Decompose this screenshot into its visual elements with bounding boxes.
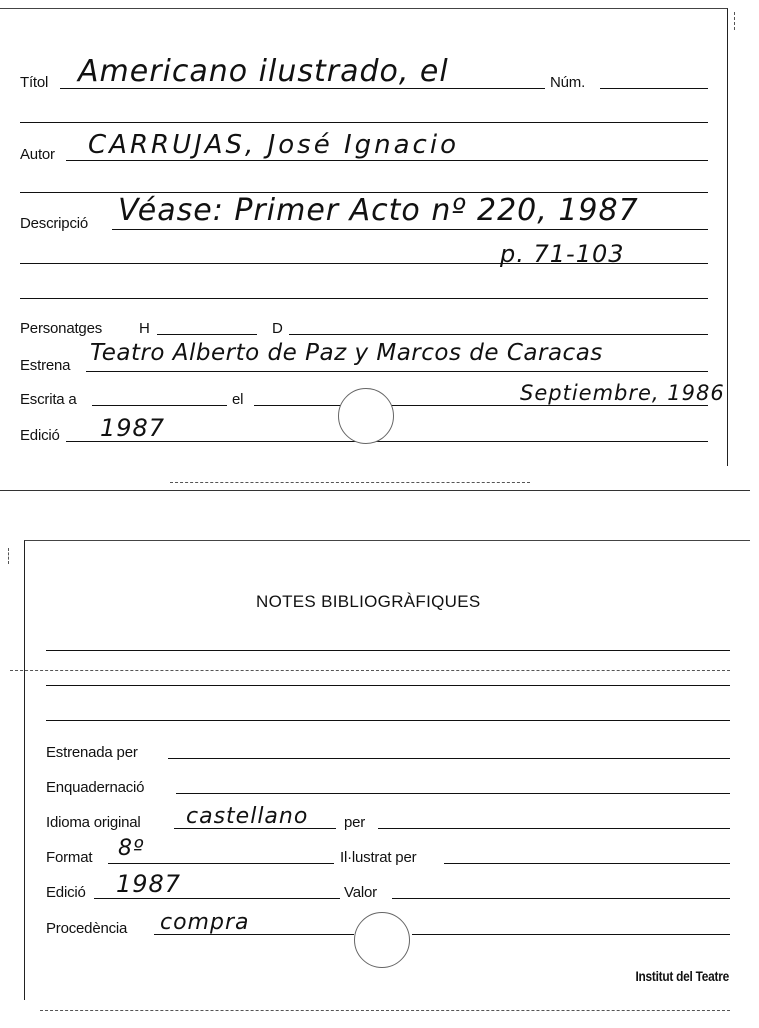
titol-value: Americano ilustrado, el: [78, 54, 449, 89]
footer-institution: Institut del Teatre: [635, 968, 729, 984]
personatges-label: Personatges: [20, 320, 103, 337]
procedencia-line-2: [412, 934, 730, 935]
edicio-bottom-line: [94, 898, 340, 899]
descripcio-label: Descripció: [20, 215, 89, 232]
format-label: Format: [46, 849, 93, 866]
notes-line: [46, 720, 730, 721]
personatges-d-label: D: [272, 320, 283, 337]
personatges-h-label: H: [139, 320, 150, 337]
cut-mark: [10, 670, 730, 671]
valor-label: Valor: [344, 884, 377, 901]
punch-hole: [354, 912, 410, 968]
cut-mark: [170, 482, 530, 483]
cut-mark: [8, 548, 9, 564]
valor-line: [392, 898, 730, 899]
notes-title: NOTES BIBLIOGRÀFIQUES: [256, 592, 481, 611]
format-line: [108, 863, 334, 864]
escrita-value: Septiembre, 1986: [520, 381, 725, 405]
cut-mark: [734, 12, 735, 30]
escrita-label: Escrita a: [20, 391, 77, 408]
enquadernacio-label: Enquadernació: [46, 779, 145, 796]
estrenada-label: Estrenada per: [46, 744, 138, 761]
blank-line: [20, 298, 708, 299]
notes-line: [46, 685, 730, 686]
format-value: 8º: [118, 836, 145, 861]
estrenada-line: [168, 758, 730, 759]
punch-hole: [338, 388, 394, 444]
escrita-line: [92, 405, 227, 406]
blank-line: [20, 122, 708, 123]
num-line: [600, 88, 708, 89]
cut-mark: [40, 1010, 730, 1011]
descripcio-value-line1: Véase: Primer Acto nº 220, 1987: [118, 193, 639, 228]
edicio-label: Edició: [20, 427, 60, 444]
escrita-el-line: [254, 405, 708, 406]
num-label: Núm.: [550, 74, 586, 91]
illustrat-label: Il·lustrat per: [340, 849, 417, 866]
card-separator-line: [0, 490, 750, 491]
estrena-line: [86, 371, 708, 372]
edicio-value: 1987: [100, 414, 166, 442]
edicio-bottom-value: 1987: [116, 870, 182, 898]
autor-value: CARRUJAS, José Ignacio: [88, 130, 459, 160]
personatges-d-line: [289, 334, 708, 335]
edicio-bottom-label: Edició: [46, 884, 86, 901]
estrena-value: Teatro Alberto de Paz y Marcos de Caracas: [90, 340, 603, 366]
idioma-per-label: per: [344, 814, 366, 831]
descripcio-line: [112, 229, 708, 230]
estrena-label: Estrena: [20, 357, 71, 374]
procedencia-value: compra: [160, 910, 250, 935]
idioma-label: Idioma original: [46, 814, 141, 831]
personatges-h-line: [157, 334, 257, 335]
idioma-per-line: [378, 828, 730, 829]
procedencia-label: Procedència: [46, 920, 128, 937]
descripcio-value-line2: p. 71-103: [500, 240, 625, 268]
enquadernacio-line: [176, 793, 730, 794]
notes-line: [46, 650, 730, 651]
illustrat-line: [444, 863, 730, 864]
idioma-value: castellano: [186, 804, 309, 829]
escrita-el-label: el: [232, 391, 244, 408]
autor-label: Autor: [20, 146, 55, 163]
titol-label: Títol: [20, 74, 49, 91]
autor-line: [66, 160, 708, 161]
